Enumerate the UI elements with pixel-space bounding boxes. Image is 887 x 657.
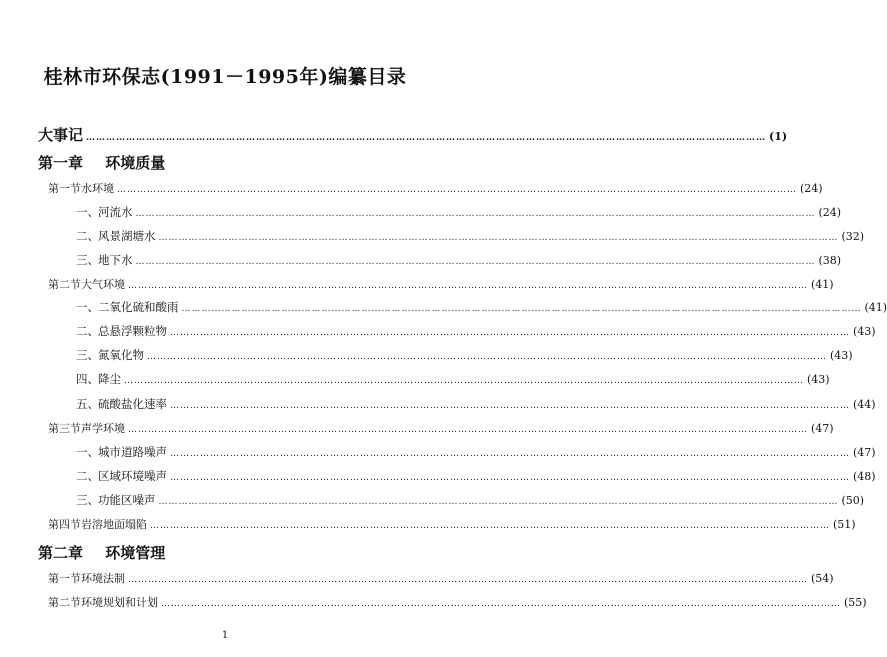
section-label: 第一节 — [48, 182, 81, 195]
toc-entry-title: 大事记 — [38, 126, 84, 144]
chapter-number: 第二章 — [38, 544, 84, 562]
dot-leader: …………………………………………………………………………………………………………………………………………………………………………………… — [128, 425, 808, 435]
section-title: 声学环境 — [81, 422, 125, 435]
item-number: 二、 — [76, 229, 99, 243]
dot-leader: …………………………………………………………………………………………………………………………………………………………………………………… — [181, 304, 862, 314]
toc-item — [76, 323, 876, 339]
toc-page-number: (24) — [818, 206, 842, 219]
toc-section-c2-1 — [48, 570, 834, 586]
toc-section-c2-2 — [48, 594, 867, 610]
item-number: 三、 — [76, 253, 99, 267]
dot-leader: …………………………………………………………………………………………………………………………………………………………………………………… — [117, 185, 797, 195]
item-number: 二、 — [76, 469, 99, 483]
section-title: 环境法制 — [81, 572, 125, 585]
toc-page-number: (24) — [800, 182, 823, 195]
item-number: 一、 — [76, 205, 99, 219]
toc-item — [76, 444, 876, 460]
dot-leader: …………………………………………………………………………………………………………………………………………………………………………………… — [170, 401, 850, 411]
dot-leader: …………………………………………………………………………………………………………………………………………………………………………………… — [158, 233, 839, 243]
chapter-heading-1 — [38, 152, 165, 173]
dot-leader: …………………………………………………………………………………………………………………………………………………………………………………… — [161, 599, 841, 609]
dot-leader: …………………………………………………………………………………………………………………………………………………………………………………… — [147, 352, 827, 362]
toc-section-3 — [48, 420, 834, 436]
chapter-title: 环境管理 — [105, 544, 166, 562]
item-title: 氮氧化物 — [98, 348, 144, 362]
section-title: 水环境 — [81, 182, 114, 195]
dot-leader: …………………………………………………………………………………………………………………………………………………………………………………… — [170, 328, 850, 338]
section-title: 环境规划和计划 — [81, 596, 158, 609]
dot-leader: …………………………………………………………………………………………………………………………………………………………………………………… — [124, 376, 804, 386]
toc-item — [76, 468, 876, 484]
toc-item — [76, 396, 876, 412]
section-label: 第三节 — [48, 422, 81, 435]
section-label: 第一节 — [48, 572, 81, 585]
toc-page-number: (44) — [853, 398, 876, 411]
dot-leader: …………………………………………………………………………………………………………………………………………………………………………………… — [170, 473, 850, 483]
item-title: 区域环境噪声 — [98, 469, 167, 483]
item-title: 功能区噪声 — [98, 493, 156, 507]
toc-page-number: (48) — [853, 470, 876, 483]
toc-page-number: (38) — [818, 254, 842, 267]
chapter-title: 环境质量 — [105, 154, 166, 172]
page-title: 桂林市环保志(1991－1995年)编纂目录 — [43, 66, 407, 88]
toc-page-number: (54) — [811, 572, 834, 585]
item-title: 风景湖塘水 — [98, 229, 156, 243]
item-number: 三、 — [76, 493, 99, 507]
section-title: 大气环境 — [81, 278, 125, 291]
item-title: 河流水 — [98, 205, 133, 219]
section-label: 第四节 — [48, 518, 81, 531]
toc-entry-dashiji — [38, 124, 788, 145]
page-number: 1 — [221, 630, 229, 641]
toc-page-number: (43) — [830, 349, 853, 362]
item-title: 降尘 — [98, 372, 121, 386]
item-title: 总悬浮颗粒物 — [98, 324, 167, 338]
toc-section-4 — [48, 516, 856, 532]
item-title: 二氧化硫和酸雨 — [98, 300, 179, 314]
dot-leader: …………………………………………………………………………………………………………………………………………………………………………………… — [86, 133, 767, 143]
section-title: 岩溶地面塌陷 — [81, 518, 147, 531]
toc-section-1 — [48, 180, 823, 196]
toc-page-number: (47) — [853, 446, 876, 459]
toc-item — [76, 228, 865, 244]
dot-leader: …………………………………………………………………………………………………………………………………………………………………………………… — [158, 497, 839, 507]
item-number: 五、 — [76, 397, 99, 411]
toc-page-number: (47) — [811, 422, 834, 435]
chapter-heading-2 — [38, 542, 165, 563]
toc-page-number: (43) — [853, 325, 876, 338]
toc-page-number: (50) — [841, 494, 865, 507]
toc-item — [76, 492, 865, 508]
toc-item — [76, 299, 887, 315]
dot-leader: …………………………………………………………………………………………………………………………………………………………………………………… — [128, 575, 808, 585]
dot-leader: …………………………………………………………………………………………………………………………………………………………………………………… — [170, 449, 850, 459]
chapter-number: 第一章 — [38, 154, 84, 172]
dot-leader: …………………………………………………………………………………………………………………………………………………………………………………… — [128, 281, 808, 291]
toc-item — [76, 204, 842, 220]
item-title: 城市道路噪声 — [98, 445, 167, 459]
toc-page-number: (43) — [807, 373, 830, 386]
toc-page-number: (41) — [864, 301, 887, 314]
toc-section-2 — [48, 276, 834, 292]
item-number: 四、 — [76, 372, 99, 386]
item-number: 一、 — [76, 300, 99, 314]
toc-item — [76, 347, 853, 363]
toc-page-number: (55) — [844, 596, 867, 609]
dot-leader: …………………………………………………………………………………………………………………………………………………………………………………… — [150, 521, 830, 531]
item-number: 三、 — [76, 348, 99, 362]
item-number: 二、 — [76, 324, 99, 338]
item-number: 一、 — [76, 445, 99, 459]
item-title: 地下水 — [98, 253, 133, 267]
toc-page-number: (1) — [769, 130, 788, 143]
toc-page-number: (32) — [841, 230, 865, 243]
toc-page-number: (41) — [811, 278, 834, 291]
toc-item — [76, 252, 842, 268]
item-title: 硫酸盐化速率 — [98, 397, 167, 411]
dot-leader: …………………………………………………………………………………………………………………………………………………………………………………… — [135, 257, 816, 267]
toc-item — [76, 371, 830, 387]
section-label: 第二节 — [48, 596, 81, 609]
toc-page-number: (51) — [833, 518, 856, 531]
section-label: 第二节 — [48, 278, 81, 291]
dot-leader: …………………………………………………………………………………………………………………………………………………………………………………… — [135, 209, 816, 219]
